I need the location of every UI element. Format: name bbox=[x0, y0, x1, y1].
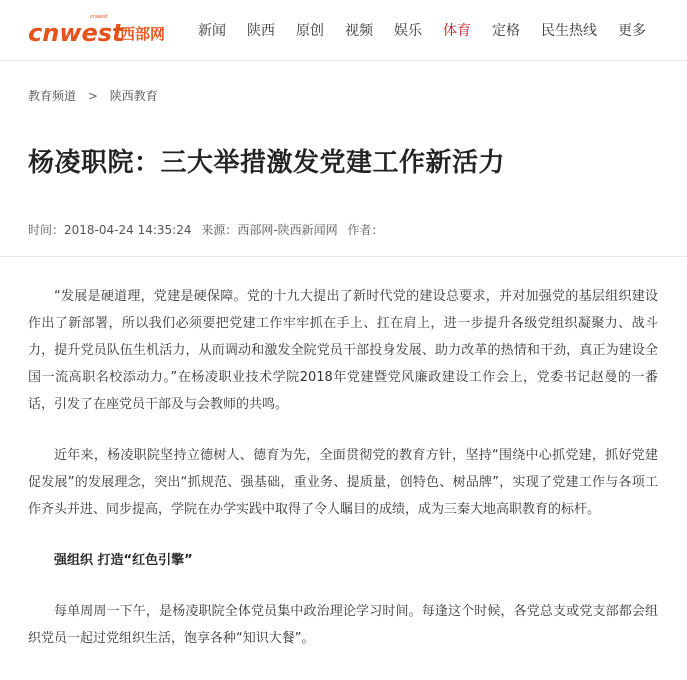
top-navigation-bar bbox=[0, 0, 687, 61]
logo-tagline: cnwest bbox=[90, 14, 108, 20]
publish-time-value: 2018-04-24 14:35:24 bbox=[64, 223, 192, 237]
cnwest-logo-icon bbox=[28, 12, 178, 48]
article-paragraph: “发展是硬道理，党建是硬保障。党的十九大提出了新时代党的建设总要求，并对加强党的基层组织建设作出了新部署，所以我们必须要把党建工作牢牢抓在手上、扛在肩上，进一步提升各级党组织凝聚力、战斗力，提升党员队伍生机活力，从而调动和激发全院党员干部投身发展、助力改革的热情和干劲，真正为建设全国一流高职名校添动力。”在杨凌职业技术学院2018年党建暨党风廉政建设工作会上，党委书记赵曼的一番话，引发了在座党员干部及与会教师的共鸣。 bbox=[28, 289, 658, 412]
nav-item[interactable]: 更多 bbox=[618, 23, 646, 39]
logo-wordmark: cnwest bbox=[28, 19, 124, 47]
article-title: 杨凌职院：三大举措激发党建工作新活力 bbox=[28, 148, 506, 178]
nav-item[interactable]: 民生热线 bbox=[541, 23, 597, 39]
breadcrumb-link-shaanxi-education[interactable]: 陕西教育 bbox=[109, 89, 158, 103]
article-body bbox=[28, 283, 658, 676]
nav-item[interactable]: 原创 bbox=[296, 23, 324, 39]
breadcrumb-separator: > bbox=[87, 89, 98, 103]
main-nav bbox=[198, 0, 667, 60]
publish-time-label: 时间： bbox=[28, 223, 65, 237]
breadcrumb-link-education-channel[interactable]: 教育频道 bbox=[28, 89, 77, 103]
header-divider bbox=[0, 256, 687, 257]
nav-item[interactable]: 新闻 bbox=[198, 23, 226, 39]
article-meta bbox=[28, 221, 390, 238]
source-value: 西部网-陕西新闻网 bbox=[237, 223, 338, 237]
article-subheading: 强组织 打造“红色引擎” bbox=[54, 553, 193, 568]
author-label: 作者： bbox=[347, 223, 384, 237]
article-paragraph: 近年来，杨凌职院坚持立德树人、德育为先，全面贯彻党的教育方针，坚持“围绕中心抓党建，抓好党建促发展”的发展理念，突出“抓规范、强基础，重业务、提质量，创特色、树品牌”，实现了党建工作与各项工作齐头并进、同步提高，学院在办学实践中取得了令人瞩目的成绩，成为三秦大地高职教育的标杆。 bbox=[28, 448, 658, 517]
site-logo[interactable] bbox=[28, 12, 178, 48]
nav-item[interactable]: 定格 bbox=[492, 23, 520, 39]
nav-item[interactable]: 视频 bbox=[345, 23, 373, 39]
article-source bbox=[201, 223, 337, 237]
logo-chinese-name: 西部网 bbox=[120, 25, 166, 43]
breadcrumb bbox=[28, 87, 158, 104]
article-paragraph: 每单周周一下午，是杨凌职院全体党员集中政治理论学习时间。每逢这个时候，各党总支或党支部都会组织党员一起过党组织生活，饱享各种“知识大餐”。 bbox=[28, 604, 658, 646]
publish-time bbox=[28, 223, 191, 237]
source-label: 来源： bbox=[201, 223, 238, 237]
nav-item[interactable]: 陕西 bbox=[247, 23, 275, 39]
nav-item[interactable]: 体育 bbox=[443, 23, 471, 39]
nav-item[interactable]: 娱乐 bbox=[394, 23, 422, 39]
